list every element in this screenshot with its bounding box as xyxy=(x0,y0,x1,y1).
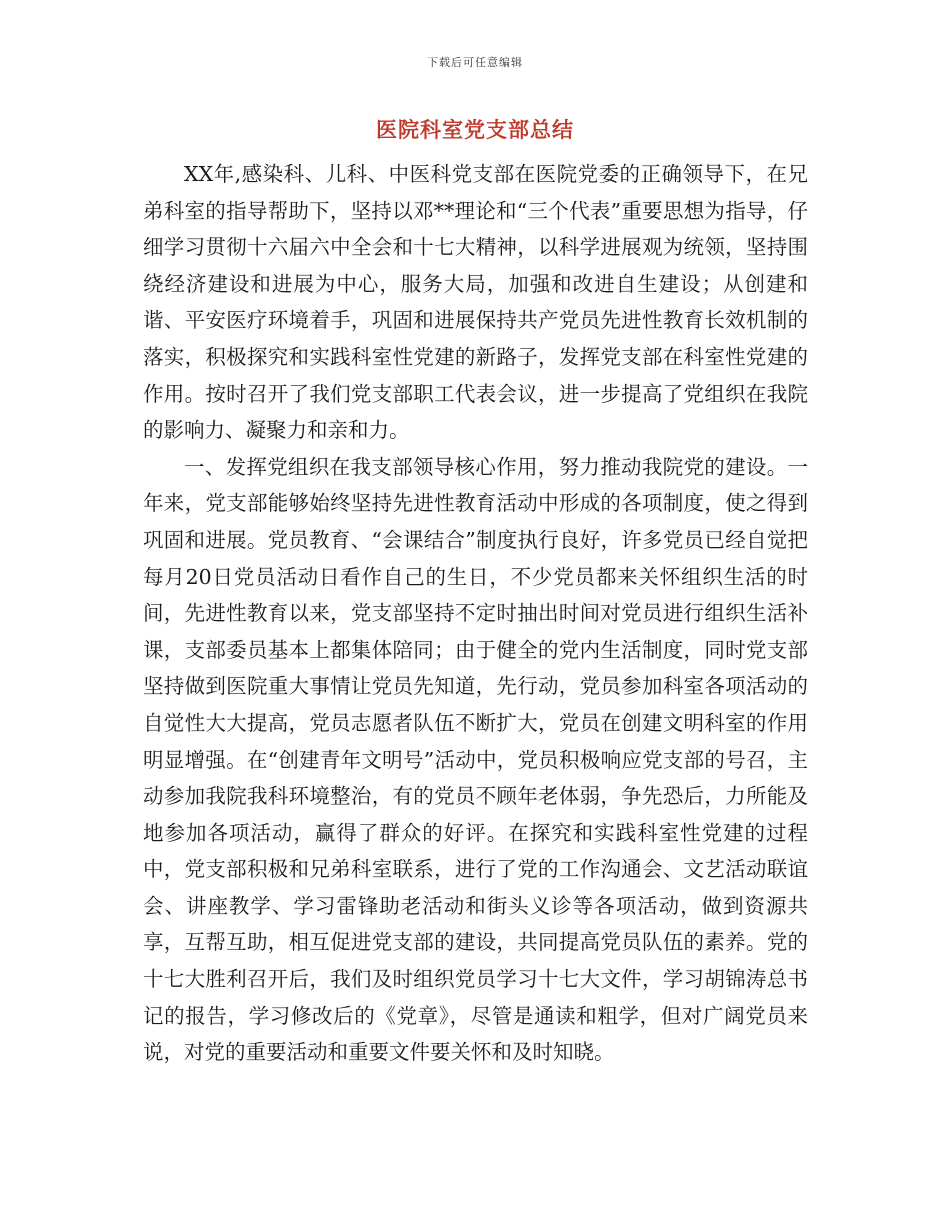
document-body xyxy=(143,156,808,1071)
paragraph-section-one: 一、发挥党组织在我支部领导核心作用，努力推动我院党的建设。一年来，党支部能够始终坚持先进性教育活动中形成的各项制度，使之得到巩固和进展。党员教育、“会课结合”制度执行良好，许多党员已经自觉把每月20日党员活动日看作自己的生日，不少党员都来关怀组织生活的时间，先进性教育以来，党支部坚持不定时抽出时间对党员进行组织生活补课，支部委员基本上都集体陪同；由于健全的党内生活制度，同时党支部坚持做到医院重大事情让党员先知道，先行动，党员参加科室各项活动的自觉性大大提高，党员志愿者队伍不断扩大，党员在创建文明科室的作用明显增强。在“创建青年文明号”活动中，党员积极响应党支部的号召，主动参加我院我科环境整治，有的党员不顾年老体弱，争先恐后，力所能及地参加各项活动，赢得了群众的好评。在探究和实践科室性党建的过程中，党支部积极和兄弟科室联系，进行了党的工作沟通会、文艺活动联谊会、讲座教学、学习雷锋助老活动和街头义诊等各项活动，做到资源共享，互帮互助，相互促进党支部的建设，共同提高党员队伍的素养。党的十七大胜利召开后，我们及时组织党员学习十七大文件，学习胡锦涛总书记的报告，学习修改后的《党章》，尽管是通读和粗学，但对广阔党员来说，对党的重要活动和重要文件要关怀和及时知晓。 xyxy=(143,454,808,1065)
header-note: 下载后可任意编辑 xyxy=(427,56,523,69)
paragraph-intro: XX年,感染科、儿科、中医科党支部在医院党委的正确领导下，在兄弟科室的指导帮助下，坚持以邓**理论和“三个代表”重要思想为指导，仔细学习贯彻十六届六中全会和十七大精神，以科学进展观为统领，坚持围绕经济建设和进展为中心，服务大局，加强和改进自生建设；从创建和谐、平安医疗环境着手，巩固和进展保持共产党员先进性教育长效机制的落实，积极探究和实践科室性党建的新路子，发挥党支部在科室性党建的作用。按时召开了我们党支部职工代表会议，进一步提高了党组织在我院的影响力、凝聚力和亲和力。 xyxy=(143,162,808,443)
page-title: 医院科室党支部总结 xyxy=(376,117,574,142)
